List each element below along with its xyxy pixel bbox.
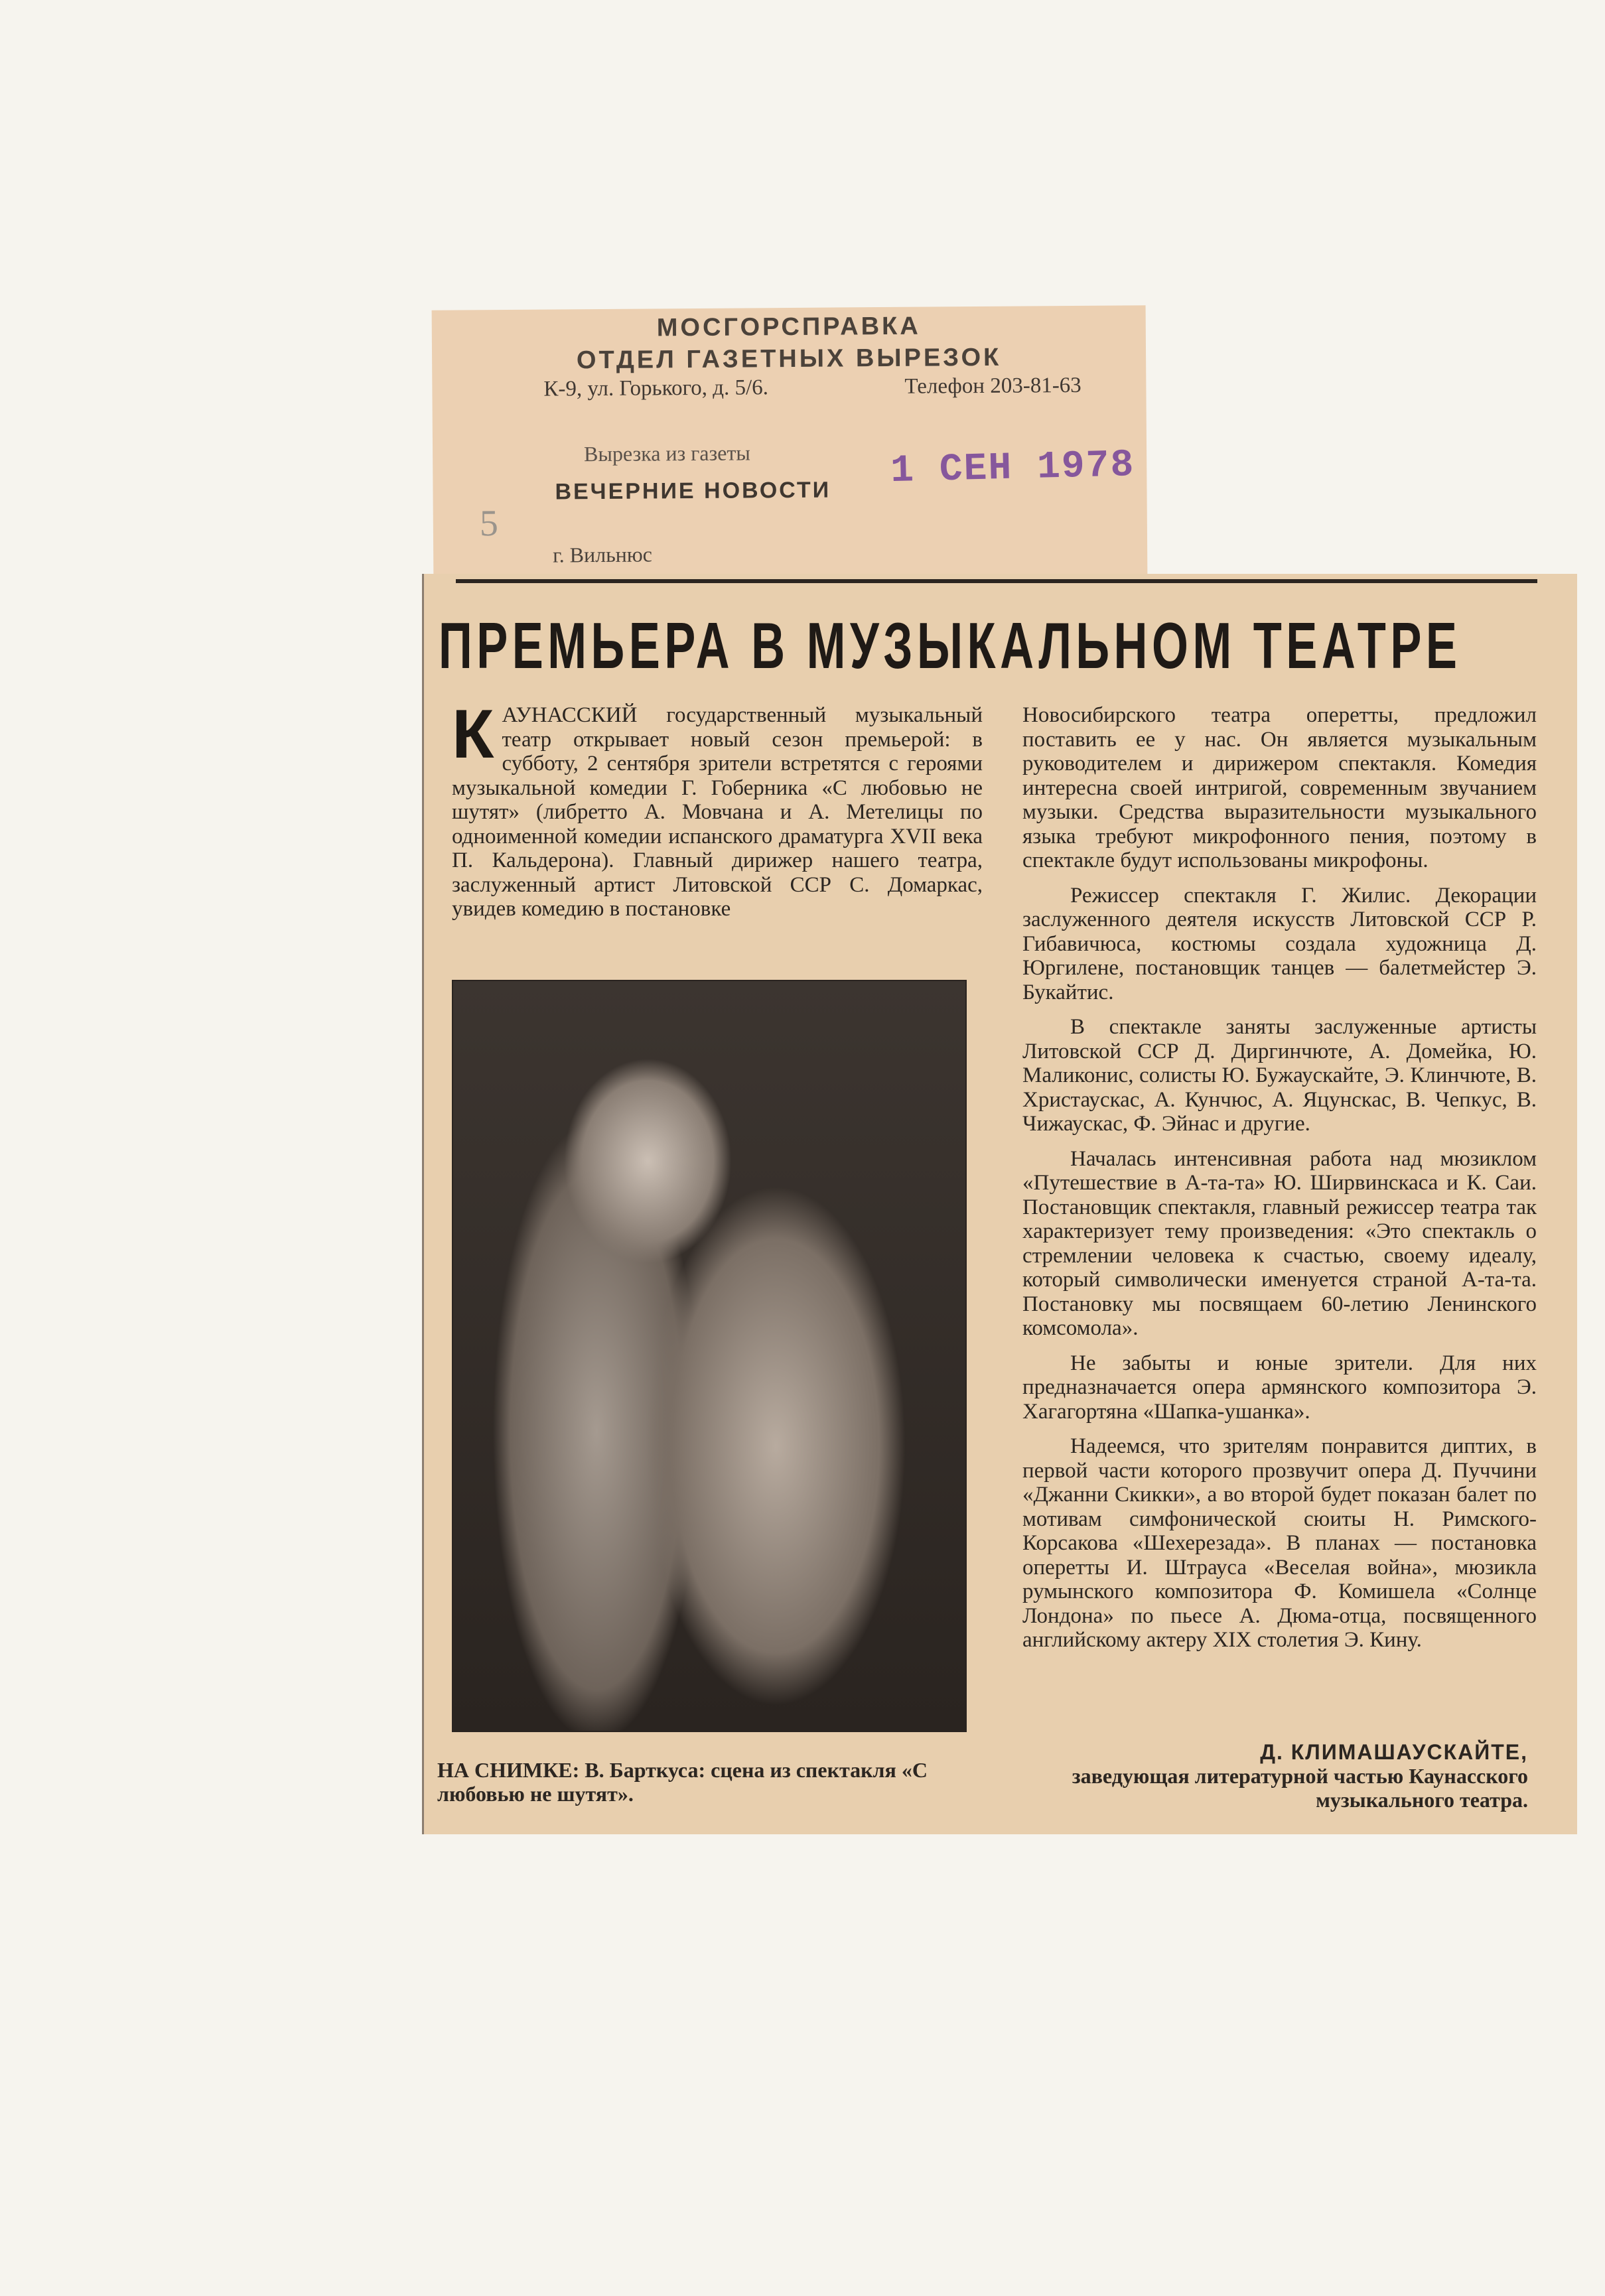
author-signature — [1020, 1740, 1528, 1812]
author-name: Д. КЛИМАШАУСКАЙТЕ, — [1260, 1740, 1528, 1764]
photo-caption: НА СНИМКЕ: В. Барткуса: сцена из спектакля «С любовью не шутят». — [437, 1758, 928, 1806]
slip-city: г. Вильнюс — [553, 542, 653, 567]
drop-cap: К — [452, 696, 494, 773]
paragraph-continuation: Новосибирского театра оперетты, предложил поставить ее у нас. Он является музыкальным руководителем и дирижером спектакля. Комедия интересна своей интригой, современным звучанием музыки. Средства выразительности музыкального языка требуют микрофонного пения, поэтому в спектакле будут использованы микрофоны. — [1022, 703, 1537, 872]
article-headline: ПРЕМЬЕРА В МУЗЫКАЛЬНОМ ТЕАТРЕ — [439, 609, 1462, 682]
article-lead-paragraph — [452, 696, 983, 921]
article-column-left — [452, 696, 983, 932]
slip-address: К-9, ул. Горького, д. 5/6. — [543, 375, 769, 401]
slip-source-label: Вырезка из газеты — [583, 440, 750, 466]
clipping-service-slip — [432, 305, 1148, 582]
pencil-mark: 5 — [479, 503, 499, 545]
slip-agency-name: МОСГОРСПРАВКА — [656, 312, 921, 342]
lead-paragraph-text: АУНАССКИЙ государственный музыкальный театр открывает новый сезон премьерой: в субботу, 2 сентября зрители встретятся с героями музыкальной комедии Г. Гоберника «С любовью не шутят» (либретто А. Мовчана и А. Метелицы по одноименной комедии испанского драматурга XVII века П. Кальдерона). Главный дирижер нашего театра, заслуженный артист Литовской ССР С. Домаркас, увидев комедию в постановке — [452, 703, 983, 921]
article-column-right — [1022, 703, 1537, 1663]
author-role: заведующая литературной частью Каунасского музыкального театра. — [1072, 1764, 1528, 1812]
slip-department: ОТДЕЛ ГАЗЕТНЫХ ВЫРЕЗОК — [576, 343, 1002, 375]
newspaper-clipping — [422, 574, 1577, 1834]
paragraph-young-viewers: Не забыты и юные зрители. Для них предназначается опера армянского композитора Э. Хагагортяна «Шапка-ушанка». — [1022, 1351, 1537, 1424]
paragraph-plans: Надеемся, что зрителям понравится диптих, в первой части которого прозвучит опера Д. Пуччини «Джанни Скикки», а во второй будет показан балет по мотивам симфонической сюиты Н. Римского-Корсакова «Шехерезада». В планах — постановка оперетты И. Штрауса «Веселая война», мюзикла румынского композитора Ф. Комишела «Солнце Лондона» по пьесе А. Дюма-отца, посвященного английскому актеру XIX столетия Э. Кину. — [1022, 1434, 1537, 1652]
top-rule — [456, 579, 1537, 583]
paragraph-direction: Режиссер спектакля Г. Жилис. Декорации заслуженного деятеля искусств Литовской ССР Р. Гибавичюса, костюмы создала художница Д. Юргилене, постановщик танцев — балетмейстер Э. Букайтис. — [1022, 883, 1537, 1004]
paragraph-musical: Началась интенсивная работа над мюзиклом «Путешествие в А-та-та» Ю. Ширвинскаса и К. Саи. Постановщик спектакля, главный режиссер театра так характеризует тему произведения: «Это спектакль о стремлении человека к счастью, своему идеалу, который символически именуется страной А-та-та. Постановку мы посвящаем 60-летию Ленинского комсомола». — [1022, 1146, 1537, 1340]
date-stamp: 1 СЕН 1978 — [890, 444, 1136, 494]
article-photo — [452, 980, 967, 1732]
paragraph-cast: В спектакле заняты заслуженные артисты Литовской ССР Д. Диргинчюте, А. Домейка, Ю. Маликонис, солисты Ю. Бужаускайте, Э. Клинчюте, В. Христаускас, А. Кунчюс, А. Яцунскас, В. Чепкус, В. Чижаускас, Ф. Эйнас и другие. — [1022, 1015, 1537, 1136]
slip-newspaper-name: ВЕЧЕРНИЕ НОВОСТИ — [555, 477, 831, 505]
slip-phone: Телефон 203-81-63 — [904, 373, 1082, 399]
